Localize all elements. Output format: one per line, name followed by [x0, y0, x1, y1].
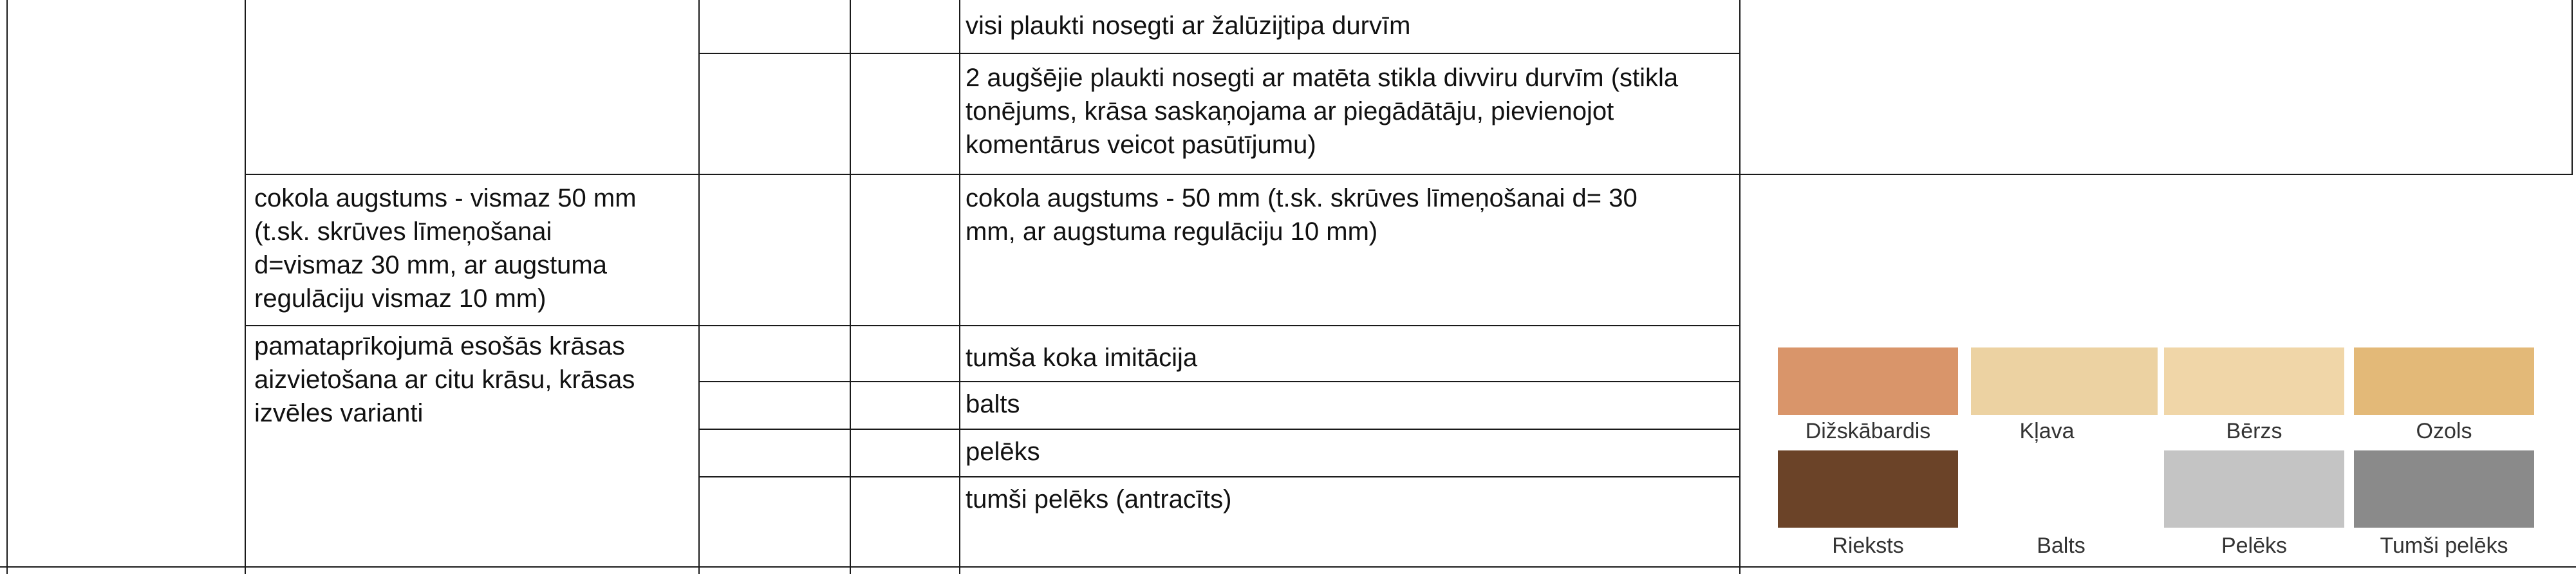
- swatch-tumsi-peleks: [2354, 450, 2534, 528]
- swatch-label: Ozols: [2416, 419, 2472, 443]
- swatch-label: Balts: [2037, 533, 2086, 558]
- option-divider: [698, 429, 1740, 430]
- column-divider-1: [245, 0, 246, 574]
- swatch-ozols: [2354, 347, 2534, 415]
- swatch-label: Rieksts: [1832, 533, 1904, 558]
- column-divider-2: [698, 0, 700, 574]
- swatch-berzs: [2164, 347, 2344, 415]
- requirement-plinth-height: cokola augstums - vismaz 50 mm (t.sk. skrūves līmeņošanai d=vismaz 30 mm, ar augstuma regulāciju vismaz 10 mm): [254, 184, 637, 313]
- table-border-left: [6, 0, 8, 574]
- column-divider-3: [850, 0, 851, 574]
- requirement-color-options: pamataprīkojumā esošās krāsas aizvietošana ar citu krāsu, krāsas izvēles varianti: [254, 332, 635, 427]
- spec-shelves-blinds: visi plaukti nosegti ar žalūzijtipa durvīm: [966, 12, 1411, 40]
- row-divider: [698, 53, 1740, 54]
- swatch-dizskabardis: [1778, 347, 1958, 415]
- color-option-white: balts: [966, 390, 1020, 418]
- swatch-label: Bērzs: [2226, 419, 2282, 443]
- color-option-anthracite: tumši pelēks (antracīts): [966, 485, 1232, 514]
- spec-glass-doors: 2 augšējie plaukti nosegti ar matēta stikla divviru durvīm (stikla tonējums, krāsa saskaņojama ar piegādātāju, pievienojot komentārus veicot pasūtījumu): [966, 64, 1679, 159]
- spec-plinth-height: cokola augstums - 50 mm (t.sk. skrūves līmeņošanai d= 30 mm, ar augstuma regulāciju 10 mm): [966, 184, 1638, 246]
- swatch-label: Tumši pelēks: [2380, 533, 2508, 558]
- swatch-label: Kļava: [2019, 419, 2075, 443]
- color-option-grey: pelēks: [966, 438, 1040, 466]
- option-divider: [698, 381, 1740, 382]
- row-divider: [245, 174, 2573, 175]
- swatch-klava: [1971, 347, 2158, 415]
- option-divider: [698, 476, 1740, 477]
- swatch-rieksts: [1778, 450, 1958, 528]
- swatch-label: Pelēks: [2221, 533, 2288, 558]
- column-divider-5: [1739, 0, 1741, 574]
- swatch-peleks: [2164, 450, 2344, 528]
- column-divider-4: [959, 0, 960, 574]
- swatch-balts: [1971, 450, 2158, 528]
- color-option-dark-wood: tumša koka imitācija: [966, 344, 1198, 372]
- swatch-label: Dižskābardis: [1805, 419, 1931, 443]
- table-border-bottom: [0, 566, 2576, 568]
- row-divider: [245, 325, 1740, 326]
- table-border-right: [2571, 0, 2573, 175]
